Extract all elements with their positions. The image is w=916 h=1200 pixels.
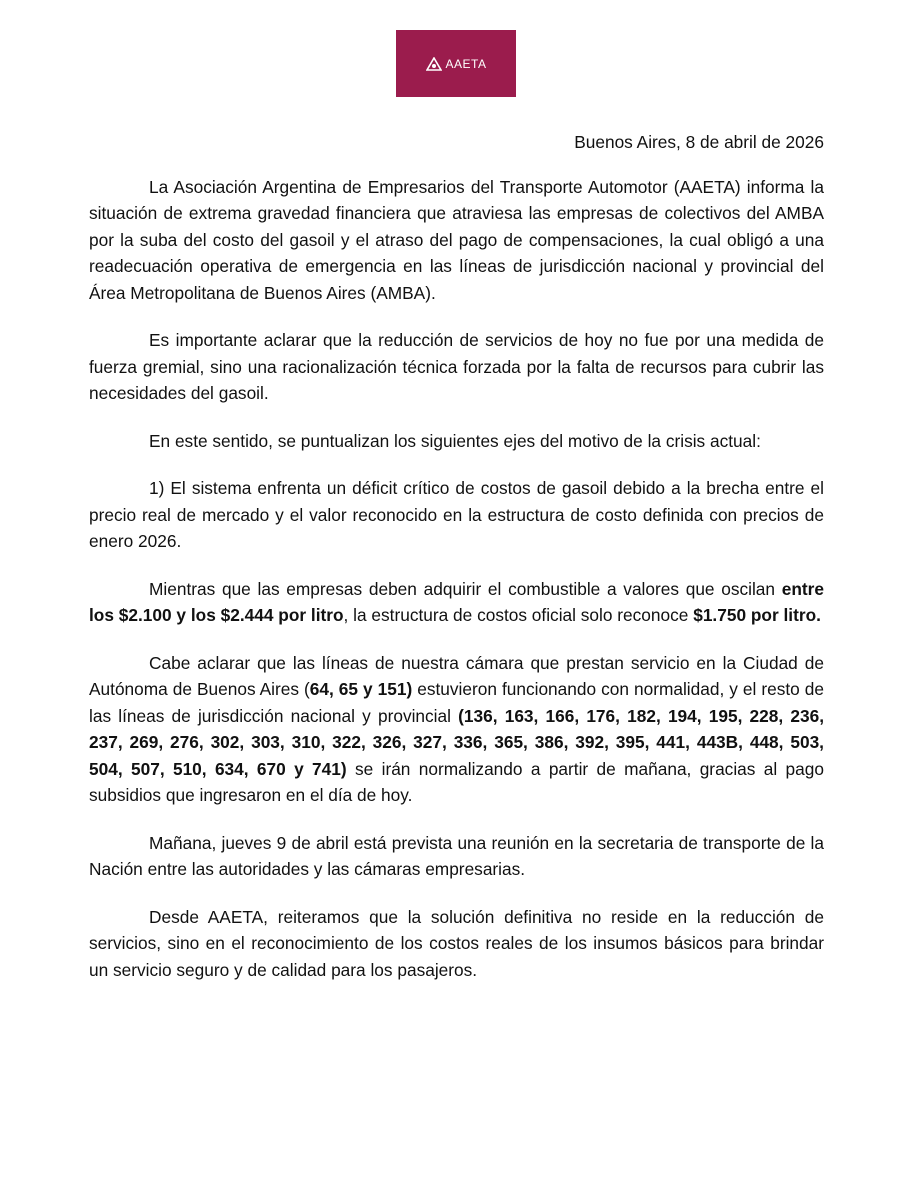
document-body <box>89 129 824 1004</box>
paragraph-clarification: Es importante aclarar que la reducción de servicios de hoy no fue por una medida de fuerza gremial, sino una racionalización técnica forzada por la falta de recursos para cubrir las necesidades del gasoil. <box>89 330 824 403</box>
paragraph-meeting: Mañana, jueves 9 de abril está prevista una reunión en la secretaria de transporte de la Nación entre las autoridades y las cámaras empresarias. <box>89 832 824 879</box>
bold-affected-lines: (136, 163, 166, 176, 182, 194, 195, 228, 236, 237, 269, 276, 302, 303, 310, 322, 326, 327, 336, 365, 386, 392, 395, 441, 443B, 448, 503, 504, 507, 510, 634, 670 y 741) <box>89 705 824 779</box>
paragraph-axes-intro: En este sentido, se puntualizan los siguientes ejes del motivo de la crisis actual: <box>149 430 761 451</box>
bold-official-price: $1.750 por litro. <box>693 605 821 625</box>
paragraph-conclusion: Desde AAETA, reiteramos que la solución definitiva no reside en la reducción de servicios, sino en el reconocimiento de los costos reales de los insumos básicos para brindar un servicio seguro y de calidad para los pasajeros. <box>89 906 824 980</box>
aaeta-logo <box>396 30 516 97</box>
text-segment: se irán normalizando a partir de mañana, gracias al pago subsidios que ingresaron en el día de hoy. <box>89 758 824 805</box>
paragraph-fuel-prices <box>89 576 824 629</box>
bold-caba-lines: 64, 65 y 151) <box>309 679 413 699</box>
document-date: Buenos Aires, 8 de abril de 2026 <box>574 132 824 152</box>
logo-text: AAETA <box>445 56 487 71</box>
aaeta-logo-icon <box>426 57 442 71</box>
paragraph-point-1: 1) El sistema enfrenta un déficit crítico de costos de gasoil debido a la brecha entre el precio real de mercado y el valor reconocido en la estructura de costo definida con precios de enero 2026. <box>89 478 824 551</box>
paragraph-intro: La Asociación Argentina de Empresarios del Transporte Automotor (AAETA) informa la situación de extrema gravedad financiera que atraviesa las empresas de colectivos del AMBA por la suba del costo del gasoil y el atraso del pago de compensaciones, la cual obligó a una readecuación operativa de emergencia en las líneas de jurisdicción nacional y provincial del Área Metropolitana de Buenos Aires (AMBA). <box>89 176 824 303</box>
text-segment: Cabe aclarar que las líneas de nuestra cámara que prestan servicio en la Ciudad de Autónoma de Buenos Aires ( <box>89 652 824 699</box>
bold-price-range: entre los $2.100 y los $2.444 por litro <box>89 578 824 625</box>
paragraph-bus-lines <box>89 650 824 809</box>
text-segment: estuvieron funcionando con normalidad, y el resto de las líneas de jurisdicción nacional y provincial <box>89 679 824 726</box>
text-segment: Mientras que las empresas deben adquirir el combustible a valores que oscilan <box>149 578 782 599</box>
text-segment: , la estructura de costos oficial solo reconoce <box>343 605 694 625</box>
